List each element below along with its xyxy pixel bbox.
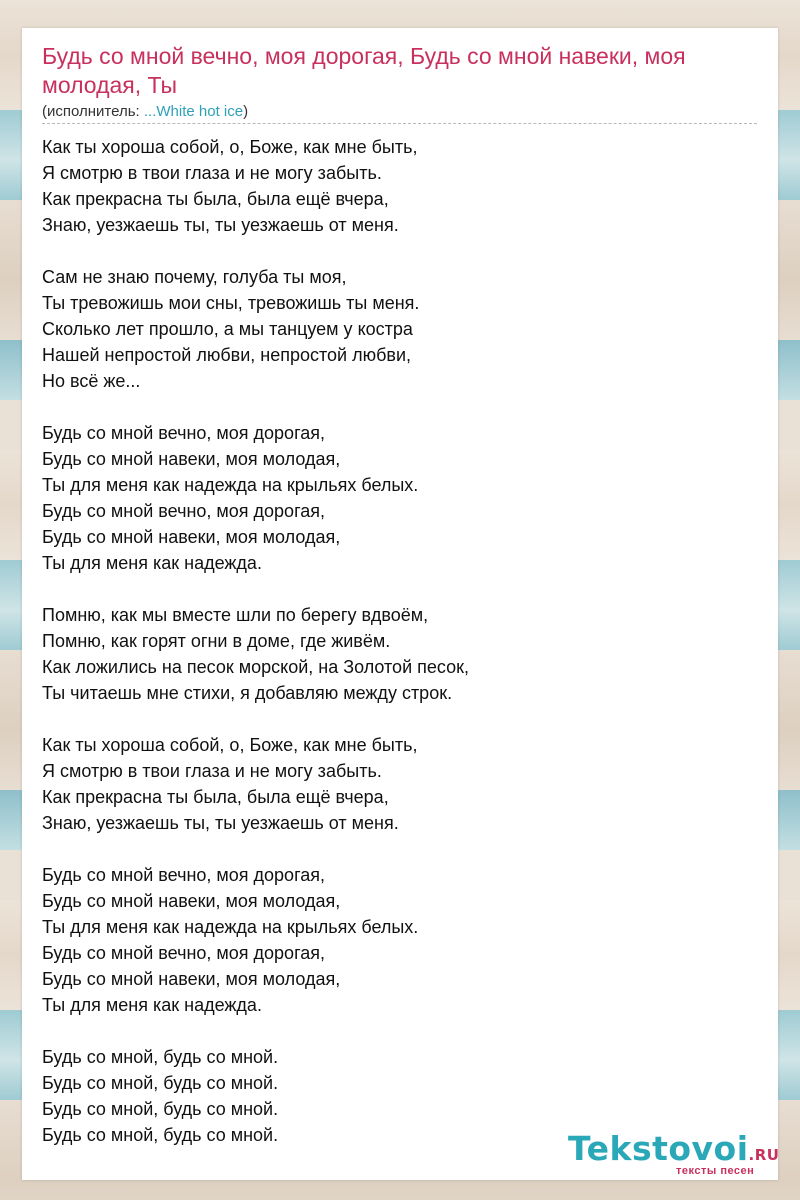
title-divider <box>42 123 757 124</box>
lyric-line: Помню, как мы вместе шли по берегу вдвоём, <box>42 605 429 625</box>
lyric-line: Но всё же... <box>42 371 141 391</box>
logo-tagline: тексты песен <box>676 1165 755 1177</box>
lyric-line: Ты тревожишь мои сны, тревожишь ты меня. <box>42 293 420 313</box>
lyric-line: Как ты хороша собой, о, Боже, как мне быть, <box>42 137 418 157</box>
lyric-line: Я смотрю в твои глаза и не могу забыть. <box>42 761 382 781</box>
song-title: Будь со мной вечно, моя дорогая, Будь со мной навеки, моя молодая, Ты <box>42 43 686 98</box>
stanza-break <box>42 836 742 862</box>
lyric-line: Будь со мной вечно, моя дорогая, <box>42 943 325 963</box>
lyric-line: Будь со мной вечно, моя дорогая, <box>42 423 325 443</box>
lyric-line: Будь со мной, будь со мной. <box>42 1125 279 1145</box>
lyric-line: Будь со мной, будь со мной. <box>42 1099 279 1119</box>
lyric-line: Помню, как горят огни в доме, где живём. <box>42 631 391 651</box>
stanza-break <box>42 238 742 264</box>
artist-prefix: (исполнитель: <box>42 103 144 120</box>
lyric-line: Ты читаешь мне стихи, я добавляю между строк. <box>42 683 453 703</box>
logo-tld: .RU <box>748 1146 780 1164</box>
artist-line <box>42 103 248 120</box>
lyric-line: Будь со мной навеки, моя молодая, <box>42 969 341 989</box>
artist-suffix: ) <box>243 103 249 120</box>
lyric-line: Будь со мной вечно, моя дорогая, <box>42 865 325 885</box>
lyric-line: Как ложились на песок морской, на Золотой песок, <box>42 657 469 677</box>
lyric-line: Ты для меня как надежда на крыльях белых. <box>42 475 419 495</box>
site-logo[interactable] <box>568 1131 778 1181</box>
lyric-line: Будь со мной навеки, моя молодая, <box>42 449 341 469</box>
stanza-break <box>42 706 742 732</box>
lyric-line: Будь со мной, будь со мной. <box>42 1047 279 1067</box>
lyric-line: Как прекрасна ты была, была ещё вчера, <box>42 787 389 807</box>
lyric-line: Будь со мной вечно, моя дорогая, <box>42 501 325 521</box>
lyric-line: Ты для меня как надежда. <box>42 553 262 573</box>
lyric-line: Знаю, уезжаешь ты, ты уезжаешь от меня. <box>42 215 399 235</box>
artist-link[interactable]: ...White hot ice <box>143 103 244 120</box>
lyric-line: Знаю, уезжаешь ты, ты уезжаешь от меня. <box>42 813 399 833</box>
lyrics-text <box>42 134 742 1148</box>
lyric-line: Как ты хороша собой, о, Боже, как мне быть, <box>42 735 418 755</box>
stanza-break <box>42 394 742 420</box>
lyric-line: Как прекрасна ты была, была ещё вчера, <box>42 189 389 209</box>
lyric-line: Будь со мной навеки, моя молодая, <box>42 527 341 547</box>
lyric-line: Ты для меня как надежда. <box>42 995 262 1015</box>
lyric-line: Я смотрю в твои глаза и не могу забыть. <box>42 163 382 183</box>
logo-name: Tekstovoi <box>568 1129 749 1168</box>
lyric-line: Будь со мной, будь со мной. <box>42 1073 279 1093</box>
lyric-line: Сам не знаю почему, голуба ты моя, <box>42 267 347 287</box>
lyrics-card <box>22 28 778 1180</box>
lyric-line: Ты для меня как надежда на крыльях белых. <box>42 917 419 937</box>
lyric-line: Сколько лет прошло, а мы танцуем у костра <box>42 319 413 339</box>
lyric-line: Нашей непростой любви, непростой любви, <box>42 345 412 365</box>
lyric-line: Будь со мной навеки, моя молодая, <box>42 891 341 911</box>
stanza-break <box>42 1018 742 1044</box>
stanza-break <box>42 576 742 602</box>
